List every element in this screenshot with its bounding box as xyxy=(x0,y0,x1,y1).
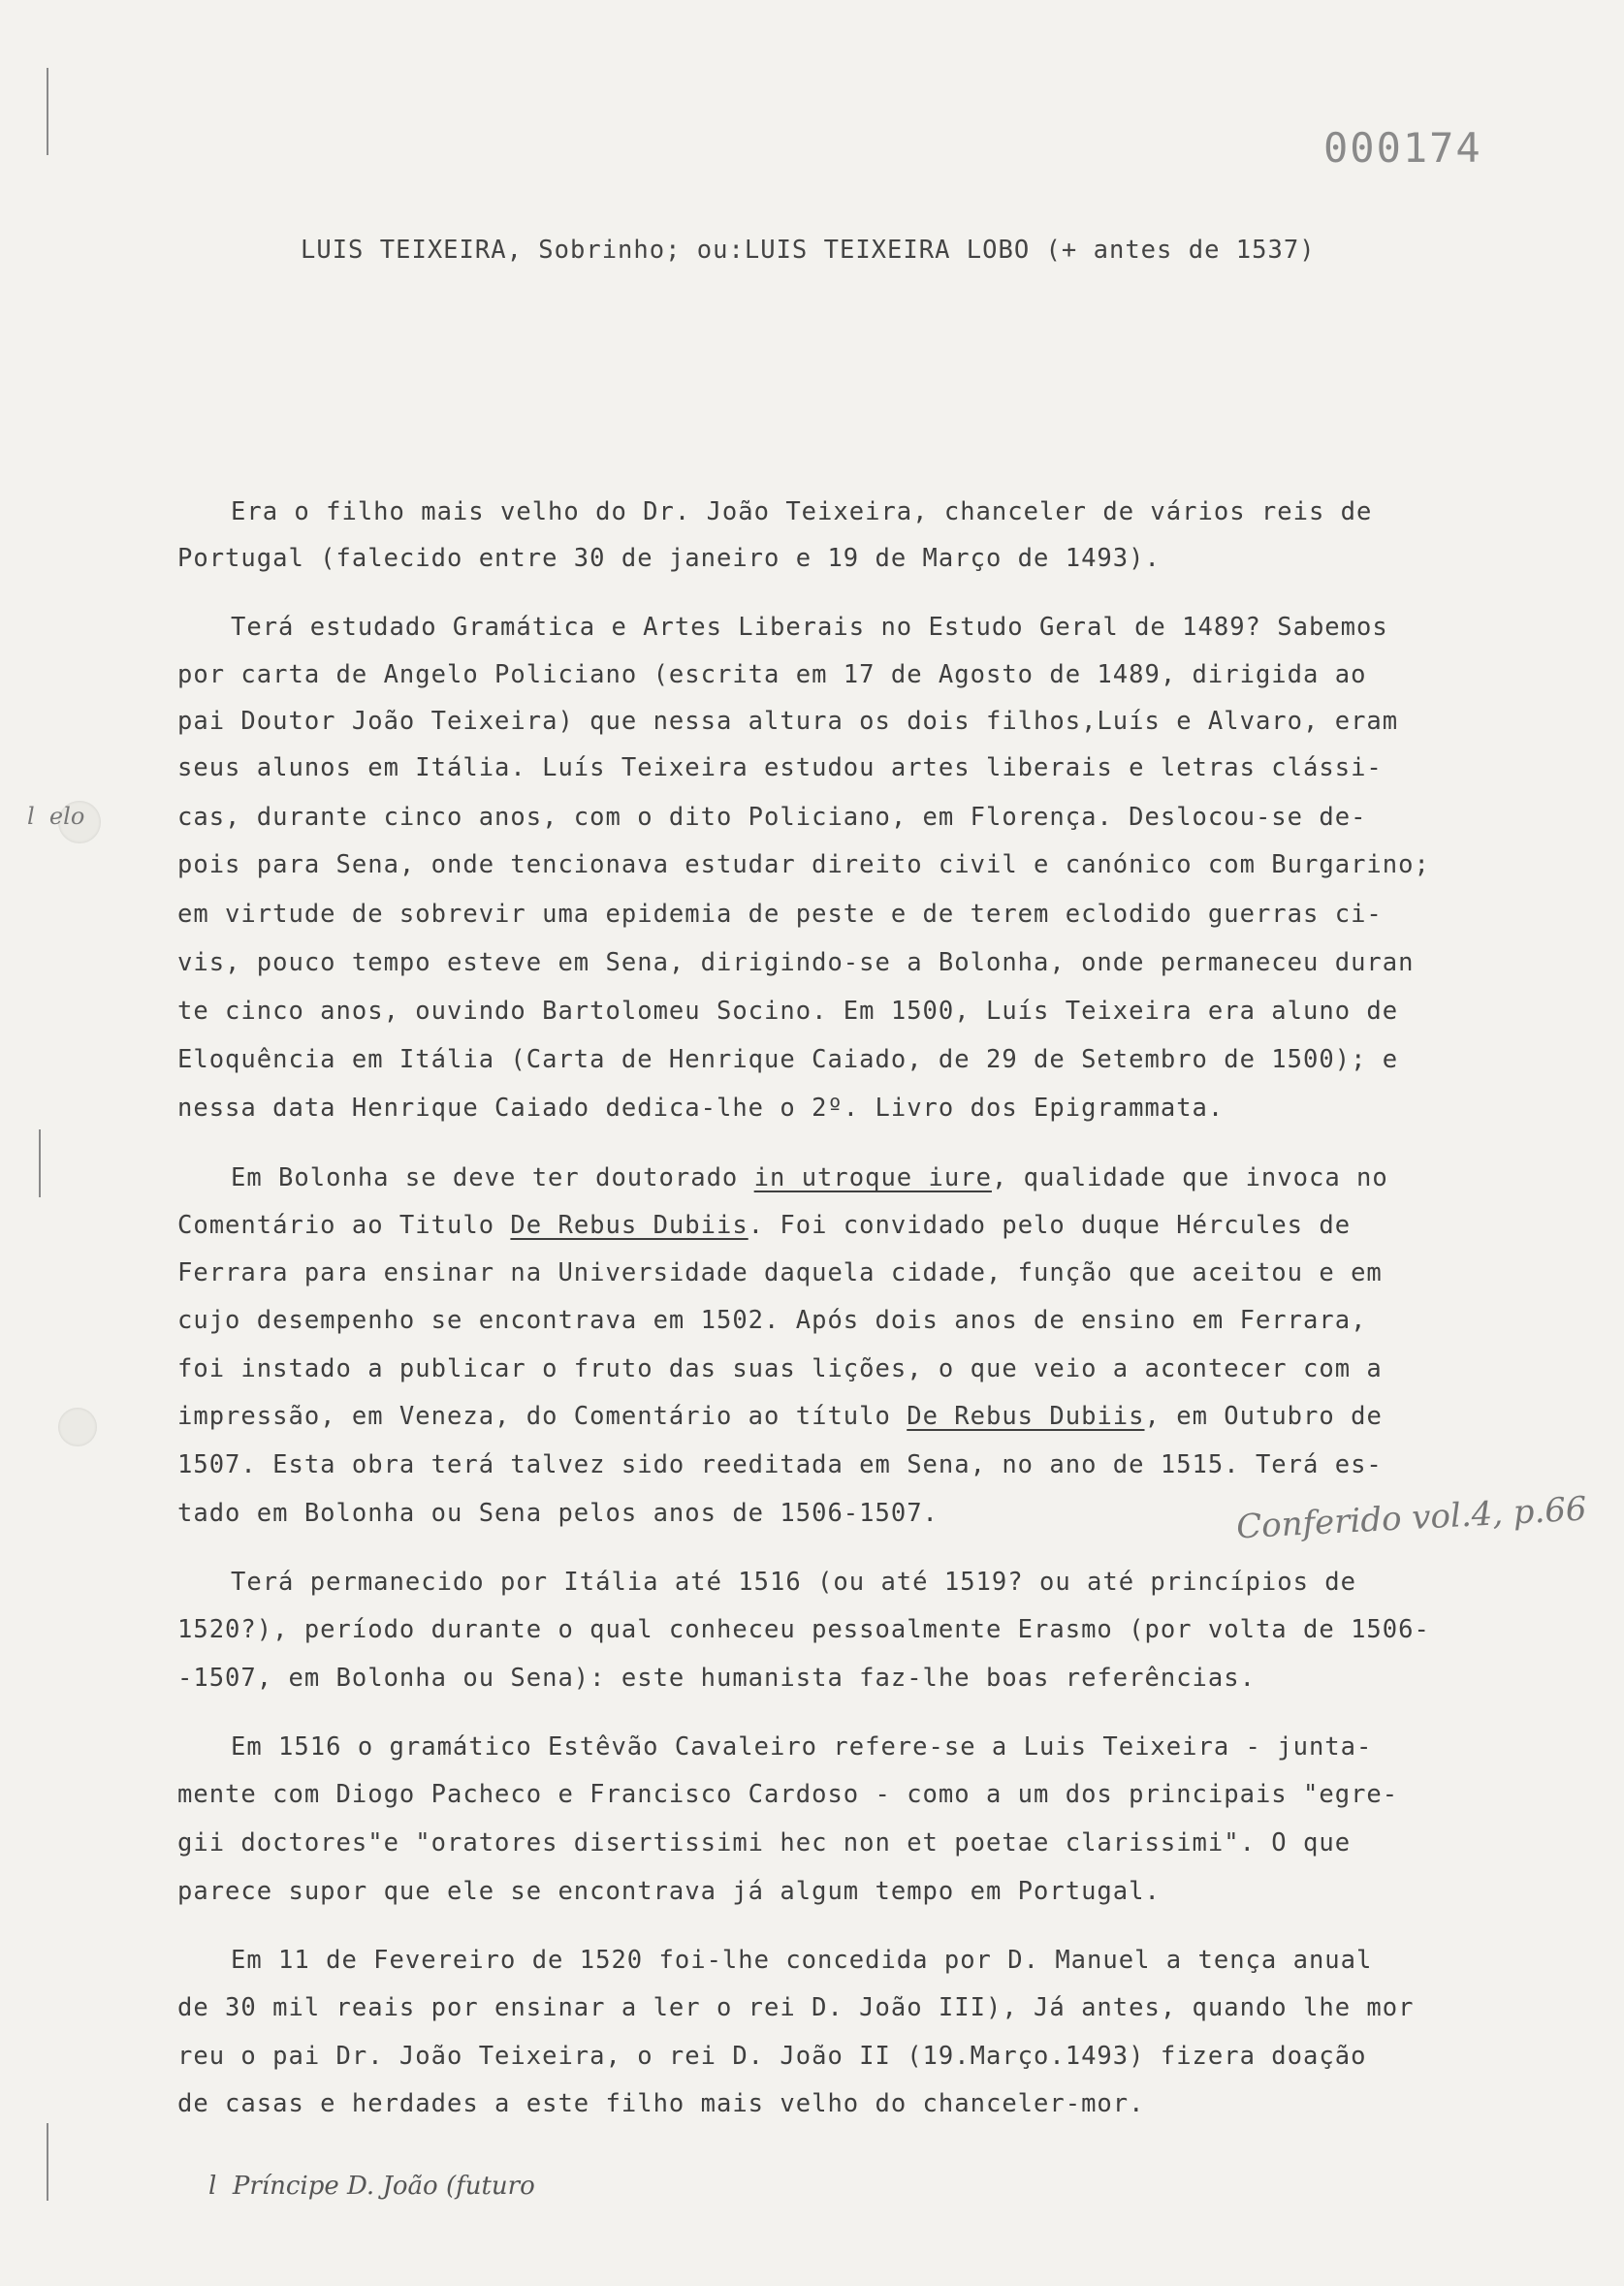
text-line: Em 11 de Fevereiro de 1520 foi-lhe concedida por D. Manuel a tença anual xyxy=(231,1946,1373,1975)
text-line: mente com Diogo Pacheco e Francisco Cardoso - como a um dos principais "egre- xyxy=(177,1780,1399,1809)
margin-mark xyxy=(47,68,48,155)
underlined-term: in utroque iure xyxy=(753,1163,992,1192)
text-line: Era o filho mais velho do Dr. João Teixeira, chanceler de vários reis de xyxy=(231,497,1373,526)
text-line: de 30 mil reais por ensinar a ler o rei D. João III), Já antes, quando lhe mor xyxy=(177,1993,1415,2022)
text-line: nessa data Henrique Caiado dedica-lhe o 2º. Livro dos Epigrammata. xyxy=(177,1094,1225,1123)
text-line: -1507, em Bolonha ou Sena): este humanista faz-lhe boas referências. xyxy=(177,1664,1256,1693)
text-line: gii doctores"e "oratores disertissimi hec non et poetae clarissimi". O que xyxy=(177,1828,1352,1857)
archive-stamp-number: 000174 xyxy=(1323,124,1482,172)
margin-mark xyxy=(39,1129,41,1197)
text-line: Eloquência em Itália (Carta de Henrique Caiado, de 29 de Setembro de 1500); e xyxy=(177,1045,1399,1074)
text-span: Em Bolonha se deve ter doutorado xyxy=(231,1163,754,1192)
text-line: 1507. Esta obra terá talvez sido reeditada em Sena, no ano de 1515. Terá es- xyxy=(177,1450,1383,1479)
text-line: pai Doutor João Teixeira) que nessa altura os dois filhos,Luís e Alvaro, eram xyxy=(177,707,1399,736)
text-line: seus alunos em Itália. Luís Teixeira estudou artes liberais e letras clássi- xyxy=(177,753,1383,782)
underlined-term: De Rebus Dubiis xyxy=(510,1211,748,1240)
text-line: cujo desempenho se encontrava em 1502. Após dois anos de ensino em Ferrara, xyxy=(177,1306,1367,1335)
text-line: vis, pouco tempo esteve em Sena, dirigindo-se a Bolonha, onde permaneceu duran xyxy=(177,948,1415,977)
text-span: , qualidade que invoca no xyxy=(991,1163,1388,1192)
margin-mark xyxy=(47,2123,48,2201)
text-span: impressão, em Veneza, do Comentário ao título xyxy=(177,1402,908,1431)
text-span: Comentário ao Titulo xyxy=(177,1211,511,1240)
text-line: parece supor que ele se encontrava já algum tempo em Portugal. xyxy=(177,1877,1161,1906)
text-line: Terá estudado Gramática e Artes Liberais no Estudo Geral de 1489? Sabemos xyxy=(231,613,1388,642)
text-line xyxy=(177,1211,1351,1240)
text-line xyxy=(177,1402,1383,1431)
text-line: de casas e herdades a este filho mais velho do chanceler-mor. xyxy=(177,2089,1145,2118)
underlined-term: De Rebus Dubiis xyxy=(907,1402,1145,1431)
text-line: Ferrara para ensinar na Universidade daquela cidade, função que aceitou e em xyxy=(177,1258,1383,1287)
handwritten-footnote: l Príncipe D. João (futuro xyxy=(208,2172,535,2201)
text-span: . Foi convidado pelo duque Hércules de xyxy=(748,1211,1352,1240)
margin-annotation: l elo xyxy=(27,803,85,830)
text-line: pois para Sena, onde tencionava estudar direito civil e canónico com Burgarino; xyxy=(177,850,1430,879)
handwritten-conferido-note: Conferido vol.4, p.66 xyxy=(1235,1489,1588,1547)
text-line: te cinco anos, ouvindo Bartolomeu Socino. Em 1500, Luís Teixeira era aluno de xyxy=(177,997,1399,1026)
text-line: reu o pai Dr. João Teixeira, o rei D. João II (19.Março.1493) fizera doação xyxy=(177,2042,1367,2071)
text-line: Terá permanecido por Itália até 1516 (ou até 1519? ou até princípios de xyxy=(231,1568,1357,1597)
text-line xyxy=(231,1163,1388,1192)
text-line: em virtude de sobrevir uma epidemia de peste e de terem eclodido guerras ci- xyxy=(177,900,1383,929)
text-line: por carta de Angelo Policiano (escrita em 17 de Agosto de 1489, dirigida ao xyxy=(177,660,1367,689)
text-line: tado em Bolonha ou Sena pelos anos de 1506-1507. xyxy=(177,1499,939,1528)
punch-hole xyxy=(58,1408,97,1446)
text-line: cas, durante cinco anos, com o dito Policiano, em Florença. Deslocou-se de- xyxy=(177,803,1367,832)
text-line: Em 1516 o gramático Estêvão Cavaleiro refere-se a Luis Teixeira - junta- xyxy=(231,1732,1373,1762)
document-title: LUIS TEIXEIRA, Sobrinho; ou:LUIS TEIXEIRA LOBO (+ antes de 1537) xyxy=(301,236,1316,265)
text-line: 1520?), período durante o qual conheceu pessoalmente Erasmo (por volta de 1506- xyxy=(177,1615,1430,1644)
text-line: foi instado a publicar o fruto das suas lições, o que veio a acontecer com a xyxy=(177,1354,1383,1383)
text-line: Portugal (falecido entre 30 de janeiro e 19 de Março de 1493). xyxy=(177,544,1161,573)
text-span: , em Outubro de xyxy=(1144,1402,1383,1431)
